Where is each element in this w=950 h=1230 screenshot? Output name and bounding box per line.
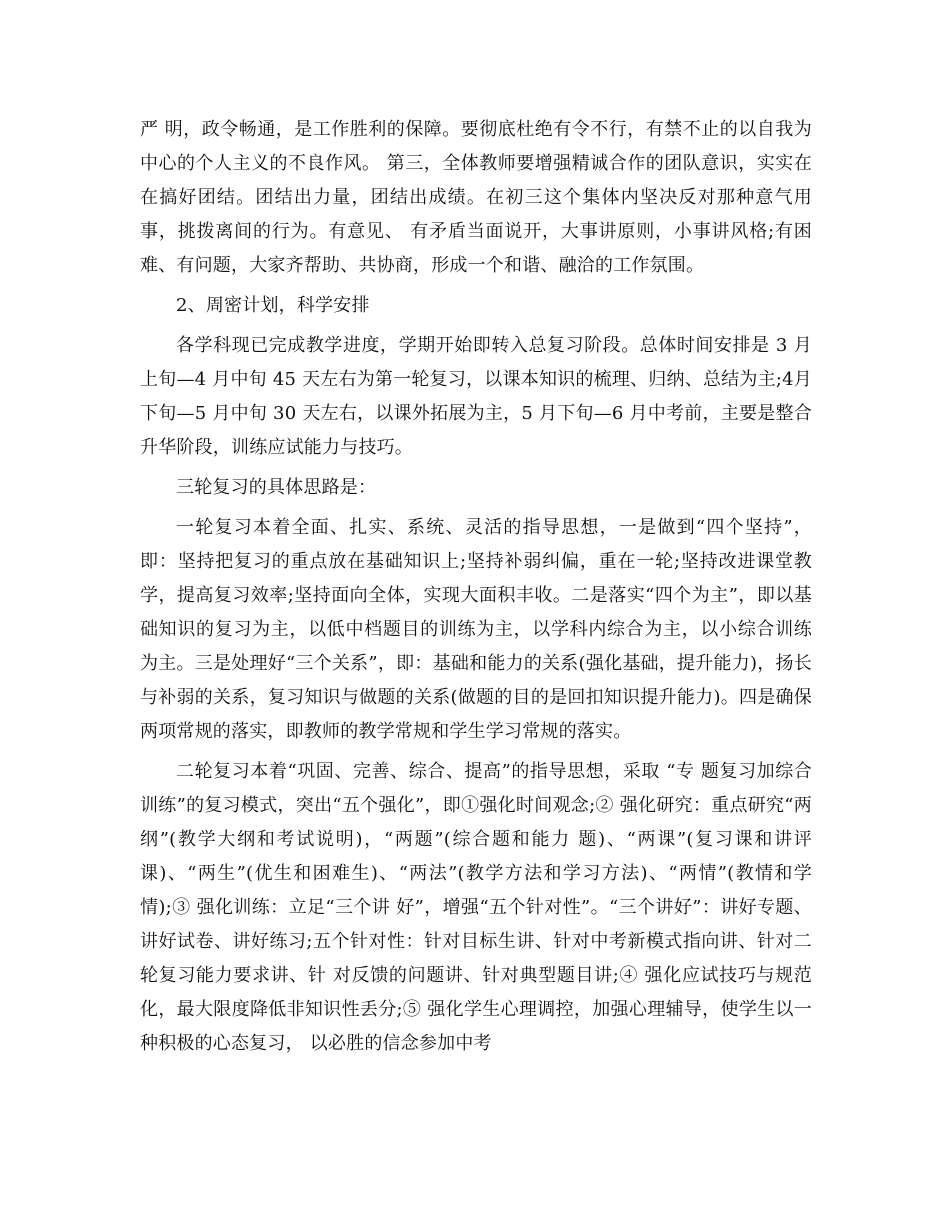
- paragraph-schedule: 各学科现已完成教学进度，学期开始即转入总复习阶段。总体时间安排是 3 月上旬—4 月中旬 45 天左右为第一轮复习，以课本知识的梳理、归纳、总结为主;4月下旬—5 月中旬 30 天左右，以课外拓展为主，5 月下旬—6 月中考前，主要是整合升华阶段，训练应试能力与技巧。: [140, 335, 812, 458]
- paragraph-review-intro: 三轮复习的具体思路是：: [176, 477, 377, 498]
- paragraph-second-round: 二轮复习本着“巩固、完善、综合、提高”的指导思想，采取 “专 题复习加综合训练”的复习模式，突出“五个强化”，即①强化时间观念;② 强化研究：重点研究“两纲”(教学大纲和考试说明)，“两题”(综合题和能力 题)、“两课”(复习课和讲评课)、“两生”(优生和困难生)、“两法”(教学方法和学习方法)、“两情”(教情和学情);③ 强化训练：立足“三个讲 好”，增强“五个针对性”。“三个讲好”：讲好专题、讲好试卷、讲好练习;五个针对性：针对目标生讲、针对中考新模式指向讲、针对二轮复习能力要求讲、针 对反馈的问题讲、针对典型题目讲;④ 强化应试技巧与规范化，最大限度降低非知识性丢分;⑤ 强化学生心理调控，加强心理辅导，使学生以一种积极的心态复习， 以必胜的信念参加中考: [140, 761, 812, 1054]
- section-heading-planning: 2、周密计划，科学安排: [176, 295, 370, 316]
- paragraph-first-round: 一轮复习本着全面、扎实、系统、灵活的指导思想，一是做到“四个坚持”，即：坚持把复习的重点放在基础知识上;坚持补弱纠偏，重在一轮;坚持改进课堂教学，提高复习效率;坚持面向全体，实现大面积丰收。二是落实“四个为主”，即以基础知识的复习为主，以低中档题目的训练为主，以学科内综合为主，以小综合训练为主。三是处理好“三个关系”，即：基础和能力的关系(强化基础，提升能力)，扬长与补弱的关系，复习知识与做题的关系(做题的目的是回扣知识提升能力)。四是确保两项常规的落实，即教师的教学常规和学生学习常规的落实。: [140, 517, 812, 742]
- paragraph-teamwork: 严 明，政令畅通，是工作胜利的保障。要彻底杜绝有令不行，有禁不止的以自我为中心的个人主义的不良作风。 第三，全体教师要增强精诚合作的团队意识，实实在在搞好团结。团结出力量，团结出成绩。在初三这个集体内坚决反对那种意气用事，挑拨离间的行为。有意见、 有矛盾当面说开，大事讲原则，小事讲风格;有困难、有问题，大家齐帮助、共协商，形成一个和谐、融洽的工作氛围。: [140, 119, 812, 276]
- document-body: [140, 113, 812, 1061]
